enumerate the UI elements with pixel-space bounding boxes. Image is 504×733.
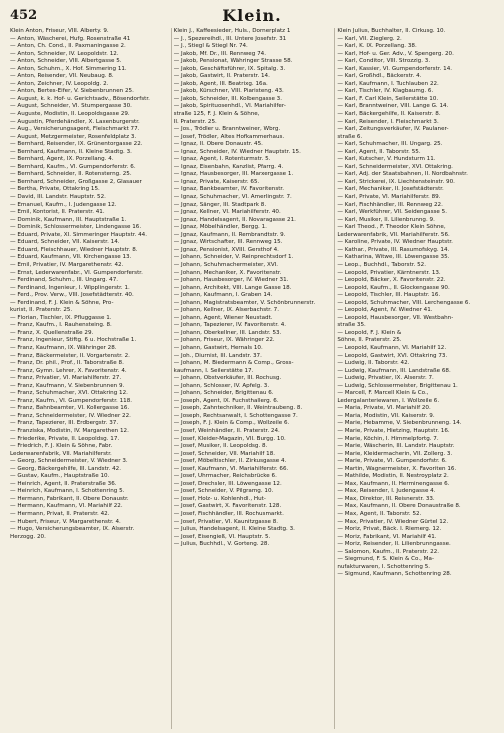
directory-entry: — Franz, Kaufmann, V. Siebenbrunnen 9.: [10, 382, 125, 389]
directory-entry: — Leopold, Schuhmacher, VIII. Lerchengasse 6.: [337, 299, 471, 306]
directory-entry: — Anton, Reisender, VII. Neubaug. 8.: [10, 73, 114, 80]
directory-entry: — Jakob, Geschäftsführer, IX. Spitalg. 3.: [173, 65, 286, 72]
directory-entry: — Jakob, Schneider, III. Kolbengasse 3.: [173, 95, 283, 102]
directory-entry: — Katharina, Witwe, III. Löwengasse 35.: [337, 254, 450, 261]
directory-entry: — Johann, Gastwirt, Hernals 10.: [173, 344, 263, 351]
directory-entry: — Dominik, Kaufmann, III. Hauptstraße 1.: [10, 216, 127, 223]
directory-entry: — Karl, Mechaniker, II. Josefstädterstr.: [337, 186, 444, 193]
directory-entry: — Johann, Kellner, IX. Alserbachstr. 7.: [173, 307, 279, 314]
directory-entry: — Anton, Ch. Cond., II. Paxmaningasse 2.: [10, 43, 126, 50]
directory-entry: — Georg, Schneidermeister, V. Wiedner 3.: [10, 458, 128, 465]
directory-entry: — Leopold, Privatier, Kärntnerstr. 13.: [337, 269, 441, 276]
directory-entry: — Marie, Köchin, I. Himmelpfortg. 7.: [337, 435, 439, 442]
directory-entry: — Johann, Agent, Wiener Neustadt.: [173, 314, 273, 321]
directory-entry: — Marie, Hebamme, V. Siebenbrunneng. 14.: [337, 420, 462, 427]
directory-entry: — August, k. k. Hof- u. Gerichtsadv., Bösendorfstr.: [10, 95, 150, 102]
directory-entry: — Franz, Privatier, VI. Mariahilferstr. 27.: [10, 375, 122, 382]
directory-column-3: [335, 28, 498, 729]
directory-entry: — Joseph, F. J. Klein & Comp., Wollzeile 6.: [173, 420, 290, 427]
directory-entry: — Ignaz, II. Obere Donaustr. 45.: [173, 141, 263, 148]
directory-entry: — Karl, Schneidermeister, XVI. Ottakring.: [337, 163, 453, 170]
directory-entry: — Johann, Mechaniker, X. Favoritenstr.: [173, 269, 282, 276]
directory-entry: — Josef, Weinhändler, II. Praterstr. 24.: [173, 427, 280, 434]
directory-entry: — Ignaz, Bankbeamter, IV. Favoritenstr.: [173, 186, 284, 193]
directory-entry: — Johann, M. Biedermann & Comp., Gross-: [173, 360, 294, 367]
directory-entry: — Jgnaz, Kellner, VI. Mariahilferstr. 40.: [173, 209, 281, 216]
directory-entry: — Josef, Holz- u. Kohlenhdl., Hut-: [173, 495, 266, 502]
directory-entry: — Ludwig, Privatier, IX. Alserstr. 7.: [337, 375, 434, 382]
directory-entry: — Franz, Tapezierer, III. Erdbergstr. 37.: [10, 420, 119, 427]
directory-entry: — Karl, K. IX. Porzellang. 38.: [337, 43, 417, 50]
directory-entry: Söhne, II. Praterstr. 25.: [337, 337, 402, 344]
directory-entry: — Karl, Kutscher, V. Hundsturm 11.: [337, 156, 436, 163]
directory-entry: Lederwarenfabrik, VII. Mariahilferstr.: [10, 450, 112, 457]
directory-entry: — Johann, Magistratsbeamter, V. Schönbrunnerstr.: [173, 299, 316, 306]
directory-entry: — Friedrich, F. J. Klein & Söhne, Fabr.: [10, 443, 113, 450]
directory-entry: — Leopold, Gastwirt, XVI. Ottakring 73.: [337, 352, 448, 359]
directory-entry: — Franz, Gymn. Lehrer, X. Favoritenstr. 4.: [10, 367, 127, 374]
directory-entry: — Jakob, Pensionat, Währinger Strasse 58.: [173, 58, 293, 65]
directory-entry: — Johann, Tapezierer, IV. Favoritenstr. 4.: [173, 322, 287, 329]
directory-entry: — Ignaz, Private, Kaiserstr. 65.: [173, 178, 260, 185]
directory-entry: — Johann, Schneider, V. Reinprechtsdorf 1.: [173, 254, 294, 261]
directory-entry: straße 35.: [337, 322, 366, 329]
directory-entry: — Ludwig, II. Taborstr. 42.: [337, 360, 410, 367]
directory-entry: — Marie, Kleidermacherin, VII. Zollerg. 3.: [337, 450, 453, 457]
directory-entry: — Moriz, Fabrikant, VI. Mariahilf 41.: [337, 533, 437, 540]
directory-entry: — Karl, Musiker, II. Lilienbrunng. 9.: [337, 216, 435, 223]
directory-entry: — Leopold, Kaufm., II. Glockengasse 90.: [337, 284, 450, 291]
directory-entry: — Hermann, Fabrikant, II. Obere Donaustr.: [10, 495, 129, 502]
directory-entry: — Georg, Bäckergehilfe, III. Landstr. 42.: [10, 465, 122, 472]
directory-entry: — August, Metzgermeister, Rosenfeldplatz 3.: [10, 133, 137, 140]
directory-column-1: [8, 28, 172, 729]
directory-entry: — Moriz, Reisender, II. Lilienbrunngasse.: [337, 541, 451, 548]
directory-entry: — Bernhard, Schneider, II. Rotensterng. 25.: [10, 171, 132, 178]
directory-entry: kurist, II. Praterstr. 25.: [10, 307, 73, 314]
directory-entry: — Anton, Bertes-Eifer, V. Siebenbrunnen 25.: [10, 88, 134, 95]
directory-entry: straße 6.: [337, 133, 363, 140]
directory-entry: — Josef, Möbeltischler, II. Zirkusgasse 4.: [173, 458, 287, 465]
directory-entry: — Franz, Ingenieur, Stiftg. 6 u. Hochstraße 1.: [10, 337, 137, 344]
directory-entry: — Ignaz, Schneider, IV. Wiedner Hauptstr. 15.: [173, 148, 301, 155]
directory-entry: — Franz, Schneidermeister, IV. Wiedner 22.: [10, 412, 131, 419]
directory-entry: — Anton, Schneider, IV. Leopoldstr. 12.: [10, 50, 119, 57]
directory-entry: — Bernhard, Schneider, Großgasse 2, Glasauer: [10, 178, 142, 185]
directory-entry: — Josef, Privatier, VI. Kaunitzgasse 8.: [173, 518, 279, 525]
directory-entry: — Jakob, Kürschner, VIII. Piaristeng. 43.: [173, 88, 284, 95]
directory-entry: — J., Spezereihdl., III. Untere Josefstr. 31: [173, 35, 287, 42]
directory-entry: — Salomon, Kaufm., II. Praterstr. 22.: [337, 548, 440, 555]
directory-entry: — Bernhard, Agent, IX. Porzellang. 4.: [10, 156, 114, 163]
directory-entry: — Bertha, Private, Ottakring 15.: [10, 186, 100, 193]
directory-entry: — Josef, Fischhändler, III. Rochusmarkt.: [173, 511, 284, 517]
directory-entry: — Josef, Schneider, V. Pilgramg. 10.: [173, 488, 274, 495]
directory-entry: — J., Stiegl & Stiegl Nr. 74.: [173, 43, 248, 50]
directory-entry: — Ferdinand, Ingenieur, I. Wipplingerstr. 1.: [10, 284, 130, 291]
directory-entry: — Leopold, Bäcker, X. Favoritenstr. 22.: [337, 277, 446, 284]
directory-entry: — Anton, Schneider, VIII. Albertgasse 5.: [10, 58, 122, 65]
directory-entry: — Karl, Conditor, VIII. Strozzig. 3.: [337, 58, 431, 65]
directory-entry: — Jakob, Gastwirt, II. Praterstr. 14.: [173, 73, 270, 80]
directory-entry: — Siegmund, F. S. Klein & Co., Ma-: [337, 556, 434, 563]
directory-entry: — Augustin, Pferdehändler, X. Laxenburgerstr.: [10, 118, 140, 125]
directory-entry: — Julius, Buchhdl., V. Gorteng. 28.: [173, 541, 270, 548]
directory-entry: — Karl, Fischhändler, III. Rennweg 22.: [337, 201, 443, 208]
directory-entry: — Leopold, Agent, IV. Wiedner 41.: [337, 307, 433, 314]
directory-entry: — Johann, Oberkellner, III. Landstr. 53.: [173, 329, 282, 336]
directory-entry: — Maria, Private, VI. Mariahilf 20.: [337, 405, 431, 412]
directory-entry: — Karl Theod., F. Theodor Klein Söhne,: [337, 224, 446, 231]
directory-entry: — Johann, Schlosser, IV. Apfelg. 3.: [173, 382, 270, 389]
directory-entry: — Max, Agent, II. Taborstr. 52.: [337, 511, 422, 517]
directory-entry: — Josef, Uhrmacher, Reichsbrücke 6.: [173, 473, 277, 480]
directory-entry: — Anton, Wäscherei, Hufg. Rosenstraße 41: [10, 35, 131, 42]
directory-entry: — Bernhard, Kaufm., VI. Gumpendorferstr. 6.: [10, 163, 136, 170]
directory-entry: — Josef, Kleider-Magazin, VII. Burgg. 10.: [173, 435, 286, 442]
directory-entry: — Max, Reisender, I. Judengasse 4.: [337, 488, 436, 495]
directory-entry: — Moriz, Privat, Bäck. I. Riemerg. 12.: [337, 526, 442, 533]
directory-entry: — Franz, Kaufm., VI. Gumpendorferstr. 118.: [10, 397, 133, 404]
directory-entry: — Karl, Private, VI. Mariahilferstr. 89.: [337, 194, 441, 201]
directory-entry: — Dominik, Schlossermeister, Lindengasse 16.: [10, 224, 142, 231]
directory-entry: — Josef, Musiker, II. Leopoldsg. 8.: [173, 443, 268, 450]
directory-entry: — Josef, Drechsler, III. Löwengasse 12.: [173, 480, 282, 487]
directory-entry: — Joseph, Zahntechniker, II. Weintraubeng. 8.: [173, 405, 303, 412]
directory-entry: — Jakob, Mf. Dr., III. Rennweg 74.: [173, 50, 266, 57]
directory-column-2: [172, 28, 336, 729]
directory-entry: — Jgnaz, Möbelhändler, Bergg. 1.: [173, 224, 267, 231]
directory-entry: — Karl, VII. Zieglerg. 2.: [337, 35, 402, 42]
directory-entry: — Ludwig, Kaufmann, III. Landstraße 68.: [337, 367, 451, 374]
directory-entry: — Ludwig, Schlossermeister, Brigittenau 1.: [337, 382, 458, 389]
directory-entry: — Eduard, Private, XI. Simmeringer Hauptstr. 44.: [10, 231, 148, 238]
page-title: Klein.: [222, 6, 282, 25]
directory-entry: — Leopold, Kaufmann, VI. Mariahilf 12.: [337, 344, 447, 351]
directory-entry: — Johann, Schuhmachermeister, XVI.: [173, 261, 279, 268]
directory-entry: — Franz, Schuhmacher, XVI. Ottakring 12.: [10, 390, 128, 397]
directory-entry: — Joh., Diurnist, III. Landstr. 37.: [173, 352, 262, 359]
directory-entry: straße 125, F. J. Klein & Söhne,: [173, 111, 260, 118]
directory-entry: — Josef, Eisengieß, VI. Hauptstr. 5.: [173, 533, 271, 540]
directory-entry: — Karl, Adj. der Staatsbahnen, II. Nordbahnstr.: [337, 171, 468, 178]
directory-entry: nufakturwaren, I. Schottenring 5.: [337, 563, 431, 570]
directory-entry: — Leop., Buchhdl., Taborstr. 52.: [337, 261, 427, 268]
directory-entry: — Franz, Kaufm., I. Rauhensteing. 8.: [10, 322, 112, 329]
directory-entry: — Franz, Dr. phil., Prof., II. Taborstraße 8.: [10, 360, 124, 367]
directory-entry: — Leopold, Hausbesorger, VII. Westbahn-: [337, 314, 454, 321]
directory-entry: — Hubert, Friseur, V. Margarethenstr. 4.: [10, 518, 121, 525]
directory-entry: — Franz, X. Quellenstraße 29.: [10, 329, 94, 336]
directory-entry: — Franz, Bahnbeamter, VI. Kollergasse 16.: [10, 405, 130, 412]
directory-entry: — Bernhard, Reisender, IX. Grünentorgasse 22.: [10, 141, 143, 148]
directory-entry: — Karl, Werkführer, VII. Seidengasse 5.: [337, 209, 447, 216]
directory-entry: — Johann, Obstverkäufer, III. Rochusg.: [173, 375, 282, 382]
directory-entry: — Karl, Reisender, I. Fleischmarkt 3.: [337, 118, 439, 125]
directory-entry: — David, III. Landstr. Hauptstr. 52.: [10, 194, 106, 201]
directory-entry: — Johann, Hausbesorger, IV. Wiedner 31.: [173, 277, 289, 284]
directory-entry: — Max, Kaufmann, II. Herminengasse 6.: [337, 480, 450, 487]
directory-entry: — Anton, Schuhm., X. Hof. Simmering 11.: [10, 65, 127, 72]
directory-columns: [8, 28, 498, 729]
directory-entry: — Karl, Kaufmann, I. Tuchlauben 22.: [337, 80, 439, 87]
directory-entry: — Max, Privatier, IV. Wiedner Gürtel 12.: [337, 518, 449, 525]
directory-entry: Lederwarenfabrik, VII. Mariahilferstr. 56.: [337, 231, 450, 238]
directory-entry: — Bernhard, Kaufmann, II. Kleine Stadtg. 3.: [10, 148, 132, 155]
directory-entry: — Max, Kaufmann, II. Obere Donaustraße 8.: [337, 503, 461, 510]
page-number: 452: [10, 8, 38, 23]
directory-entry: — Hermann, Privat, II. Praterstr. 42.: [10, 511, 110, 517]
directory-entry: — Karl, Bäckergehilfe, II. Kaiserstr. 8.: [337, 111, 441, 118]
directory-entry: — Jgnaz, Handelsagent, II. Novaragasse 21.: [173, 216, 296, 223]
directory-entry: — Friederike, Private, II. Leopoldsg. 17.: [10, 435, 120, 442]
directory-entry: — Karoline, Private, IV. Wiedner Hauptstr.: [337, 239, 453, 246]
directory-entry: — Auguste, Modistin, II. Leopoldsgasse 29.: [10, 111, 130, 118]
directory-entry: kaufmann, I. Seilerstätte 17.: [173, 367, 254, 374]
directory-entry: — Julius, Handelsagent, II. Kleine Stadtg. 3.: [173, 526, 295, 533]
directory-entry: — Jgnaz, Kaufmann, II. Rembrandtstr. 9.: [173, 231, 286, 238]
directory-entry: — Jgnaz, Sänger, III. Stadtpark 8.: [173, 201, 267, 208]
directory-entry: — Johann, Schneider, Brigittenau 6.: [173, 390, 274, 397]
directory-entry: — Jakob, Spirituosenhdl., VI. Mariahilfer-: [173, 103, 286, 110]
directory-entry: — Emil, Privatier, IV. Margarethenstr. 42.: [10, 261, 124, 268]
directory-entry: — Josef, Gastwirt, X. Favoritenstr. 128.: [173, 503, 282, 510]
directory-entry: — Joseph, Agent, IX. Fuchsthallerg. 6.: [173, 397, 279, 404]
directory-entry: — Karl, Schuhmacher, III. Ungarg. 25.: [337, 141, 443, 148]
directory-entry: — Ignaz, Agent, I. Rotenturmstr. 5.: [173, 156, 271, 163]
directory-entry: — Karl, Branntweiner, VIII. Lange G. 14.: [337, 103, 449, 110]
directory-entry: — Max, Direktor, III. Reisnerstr. 33.: [337, 495, 435, 502]
directory-entry: — Josef, Schneider, VII. Mariahilf 18.: [173, 450, 276, 457]
directory-entry: — Martin, Wagnermeister, X. Favoriten 16.: [337, 465, 457, 472]
directory-entry: Klein J., Kaffeesieder, Huls., Dornerplatz 1: [173, 28, 291, 34]
directory-entry: — Heinrich, Agent, II. Praterstraße 36.: [10, 480, 117, 487]
directory-entry: Klein Anton, Friseur, VIII. Alberty. 9.: [10, 28, 109, 34]
directory-entry: — Jgnaz, Wirtschafter, III. Rennweg 15.: [173, 239, 283, 246]
directory-entry: — Florian, Tischler, IX. Pfluggasse 1.: [10, 314, 112, 321]
directory-entry: — Karl, Zeitungsverkäufer, IV. Paulaner-: [337, 126, 449, 133]
directory-entry: — Marie, Private, Hietzing, Hauptstr. 16.: [337, 427, 450, 434]
directory-entry: — Jos., Trödler u. Branntweiner, Wbrg.: [173, 126, 281, 133]
directory-entry: — Kathar., Private, III. Rasumofskyg. 14.: [337, 246, 450, 253]
directory-entry: — Joseph, Rechtsanwalt, I. Schottengasse 7.: [173, 412, 298, 419]
directory-entry: — Karl, Großhdl., Bäckerstr. 4.: [337, 73, 422, 80]
directory-entry: — Josef, Kaufmann, VI. Mariahilferstr. 66.: [173, 465, 289, 472]
directory-entry: — Hugo, Versicherungsbeamter, IX. Alserstr.: [10, 526, 135, 533]
directory-entry: — Eduard, Kaufmann, VII. Kirchengasse 13.: [10, 254, 132, 261]
directory-entry: — Ignaz, Eisenbahn, Kanzlist, Pfarrg. 4.: [173, 163, 284, 170]
directory-entry: — Leopold, F. J. Klein &: [337, 329, 402, 336]
directory-entry: — Franz, Bäckermeister, II. Vorgartenstr. 2.: [10, 352, 130, 359]
directory-entry: — Hermann, Kaufmann, VI. Mariahilf 22.: [10, 503, 123, 510]
directory-entry: Herzogg. 20.: [10, 533, 46, 540]
directory-entry: — Emil, Kontorist, II. Praterstr. 41.: [10, 209, 105, 216]
directory-entry: — Jakob, Agent, III. Beatrixg. 16a.: [173, 80, 268, 87]
directory-entry: — Marcell, F. Marcell Klein & Co.,: [337, 390, 429, 397]
directory-entry: — Marie, Wäscherin, III. Landstr. Hauptstr.: [337, 443, 455, 450]
directory-entry: II. Praterstr. 25.: [173, 118, 217, 125]
directory-entry: — Karl, Strickerei, IX. Liechtensteinstr. 90.: [337, 178, 455, 185]
directory-entry: — Mathilde, Modistin, II. Nestroyplatz 2.: [337, 473, 449, 480]
directory-entry: — Franziska, Modistin, IV. Margarethen 12.: [10, 427, 129, 434]
directory-entry: — Johann, Kaufmann, I. Graben 14.: [173, 292, 273, 299]
directory-entry: — Karl, Tischler, IV. Klagbaumg. 6.: [337, 88, 434, 95]
directory-entry: — Ferd., Prov. Verw., VIII. Josefstädterstr. 40.: [10, 292, 134, 299]
directory-entry: Klein Julius, Buchhalter, II. Cirkusg. 10.: [337, 28, 446, 34]
directory-entry: — Emanuel, Kaufm., I. Judengasse 12.: [10, 201, 117, 208]
directory-entry: — Ignaz, Schuhmacher, VI. Amerlingstr. 7.: [173, 194, 292, 201]
directory-entry: — Johann, Architekt, VIII. Lange Gasse 18.: [173, 284, 292, 291]
directory-entry: — Karl, F. Carl Klein, Seilerstätte 10.: [337, 95, 439, 102]
directory-entry: — Heinrich, Kaufmann, I. Schottenring 5.: [10, 488, 125, 495]
directory-entry: — Karl, Agent, II. Taborstr. 55.: [337, 148, 421, 155]
directory-entry: — Maria, Modistin, VII. Kaiserstr. 9.: [337, 412, 435, 419]
directory-entry: — August, Schneider, VI. Stumpergasse 30.: [10, 103, 132, 110]
directory-entry: — Marie, Private, VI. Gumpendorfstr. 6.: [337, 458, 447, 465]
directory-entry: — Ernst, Lederwarenfabr., VI. Gumpendorferstr.: [10, 269, 143, 276]
directory-entry: — Ignaz, Hausbesorger, III. Marxergasse 1.: [173, 171, 294, 178]
directory-entry: — Anton, Zeichner, IV. Leopoldg. 2.: [10, 80, 109, 87]
directory-entry: — Josef, Trödler, Altes Hofkammerhaus.: [173, 133, 285, 140]
directory-entry: — Eduard, Schneider, VII. Kaiserstr. 14.: [10, 239, 120, 246]
directory-entry: — Johann, Friseur, IX. Währinger 22.: [173, 337, 275, 344]
directory-entry: — Karl, Kassier, VI. Gumpendorferstr. 14.: [337, 65, 453, 72]
directory-entry: — Franz, Kaufmann, IX. Währinger 28.: [10, 344, 117, 351]
directory-entry: — Aug., Versicherungsagent, Fleischmarkt 77.: [10, 126, 140, 133]
directory-entry: — Sigmund, Kaufmann, Schottenring 28.: [337, 571, 452, 578]
directory-entry: — Leopold, Tischler, III. Hauptstr. 16.: [337, 292, 441, 299]
directory-entry: — Ferdinand, F. J. Klein & Söhne, Pro-: [10, 299, 114, 306]
page-header: [10, 6, 494, 26]
directory-entry: — Ferdinand, Schuhm., III. Ungarg. 47.: [10, 277, 119, 284]
directory-entry: — Eduard, Fleischhauer, Wiedner Hauptstr. 8.: [10, 246, 138, 253]
directory-entry: — Jgnaz, Pensionist, XVIII. Gersthof 4.: [173, 246, 279, 253]
directory-entry: — Gustav, Kaufm., Hauptstraße 10.: [10, 473, 110, 480]
directory-entry: Ledergalanteriewaren, I. Wollzeile 6.: [337, 397, 440, 404]
directory-entry: — Karl, Hof- u. Ger. Adv., V. Spengerg. 20.: [337, 50, 454, 57]
